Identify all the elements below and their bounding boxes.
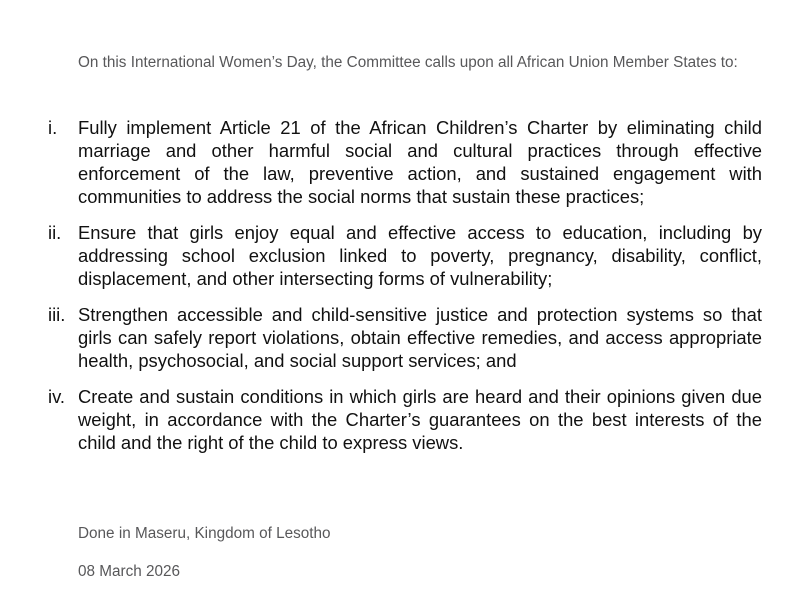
list-item bbox=[48, 385, 762, 454]
list-item bbox=[48, 116, 762, 208]
item-text: Ensure that girls enjoy equal and effective access to education, including by addressing school exclusion linked to poverty, pregnancy, disability, conflict, displacement, and other intersecting forms of vulnerability; bbox=[78, 222, 762, 289]
item-numeral: i. bbox=[48, 117, 58, 138]
item-numeral: iv. bbox=[48, 386, 66, 407]
item-numeral: ii. bbox=[48, 222, 62, 243]
recommendations-list bbox=[48, 116, 762, 467]
item-text: Strengthen accessible and child-sensitive justice and protection systems so that girls can safely report violations, obtain effective remedies, and access appropriate health, psychosocial, and social support services; and bbox=[78, 304, 762, 371]
item-numeral: iii. bbox=[48, 304, 66, 325]
intro-paragraph: On this International Women’s Day, the Committee calls upon all African Union Member States to: bbox=[78, 54, 738, 71]
signing-date: 08 March 2026 bbox=[78, 563, 181, 580]
list-item bbox=[48, 221, 762, 290]
signing-place: Done in Maseru, Kingdom of Lesotho bbox=[78, 525, 331, 542]
item-text: Create and sustain conditions in which girls are heard and their opinions given due weight, in accordance with the Charter’s guarantees on the best interests of the child and the right of the child to express views. bbox=[78, 386, 762, 453]
list-item bbox=[48, 303, 762, 372]
item-text: Fully implement Article 21 of the African Children’s Charter by eliminating child marriage and other harmful social and cultural practices through effective enforcement of the law, preventive action, and sustained engagement with communities to address the social norms that sustain these practices; bbox=[78, 117, 762, 207]
